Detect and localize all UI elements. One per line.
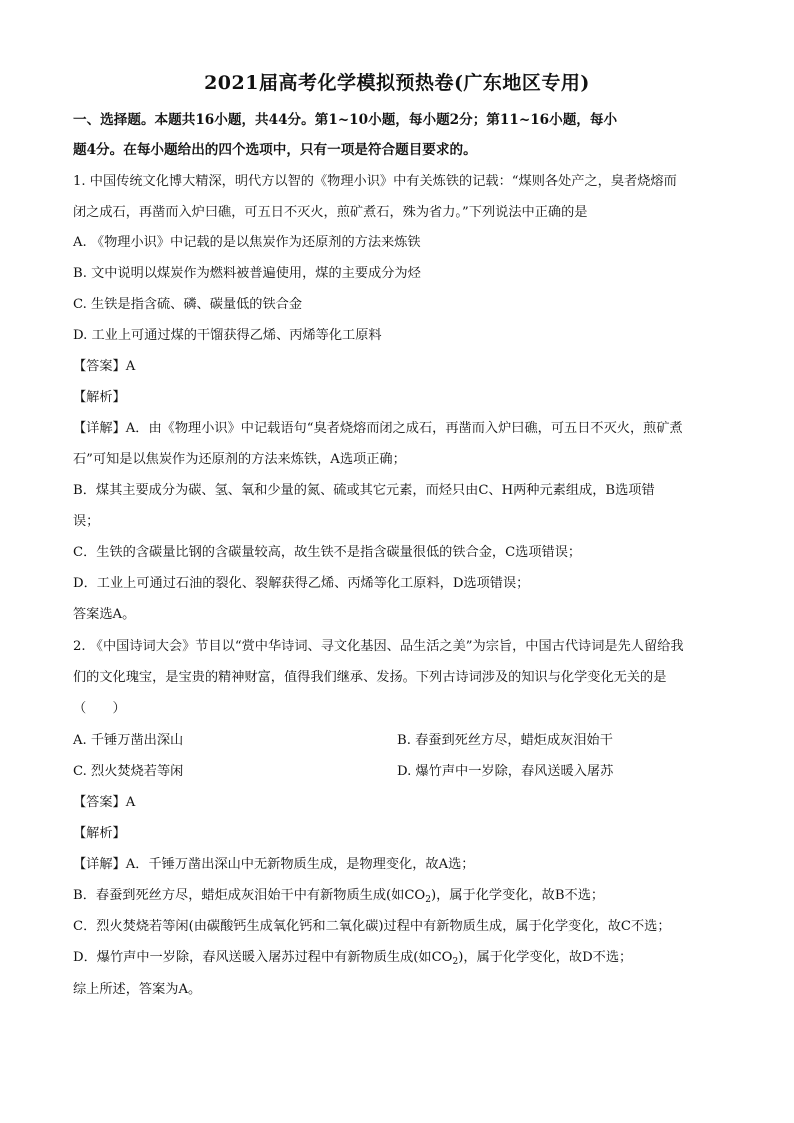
q2-detail-line4-post: )，属于化学变化，故D不选； <box>458 950 633 965</box>
q2-option-b: B. 春蚕到死丝方尽，蜡炬成灰泪始干 <box>397 733 613 748</box>
q2-detail-line2 <box>73 886 733 910</box>
q2-stem-line1: 2. 《中国诗词大会》节目以“赏中华诗词、寻文化基因、品生活之美”为宗旨，中国古代诗词是先人留给我 <box>73 639 684 654</box>
q1-detail-line6: D．工业上可通过石油的裂化、裂解获得乙烯、丙烯等化工原料，D选项错误； <box>73 576 530 591</box>
q2-option-d: D. 爆竹声中一岁除，春风送暖入屠苏 <box>397 764 614 779</box>
q2-detail-line4-pre: D．爆竹声中一岁除，春风送暖入屠苏过程中有新物质生成(如CO <box>73 950 453 965</box>
q1-stem-line1: 1. 中国传统文化博大精深，明代方以智的《物理小识》中有关炼铁的记载：“煤则各处产之，臭者烧熔而 <box>73 174 677 189</box>
q2-detail-line2-post: )，属于化学变化，故B不选； <box>430 888 605 903</box>
q2-stem-line3: （ ） <box>73 701 126 716</box>
q2-stem-line2: 们的文化瑰宝，是宝贵的精神财富，值得我们继承、发扬。下列古诗词涉及的知识与化学变化无关的是 <box>73 670 667 685</box>
q1-option-a: A. 《物理小识》中记载的是以焦炭作为还原剂的方法来炼铁 <box>73 235 421 250</box>
q2-detail-line1: 【详解】A．千锤万凿出深山中无新物质生成，是物理变化，故A选； <box>73 857 475 872</box>
q1-analysis-heading: 【解析】 <box>73 390 126 405</box>
q1-detail-line2: 石”可知是以焦炭作为还原剂的方法来炼铁，A选项正确； <box>73 452 406 467</box>
q1-stem-line2: 闭之成石，再凿而入炉曰礁，可五日不灭火，煎矿煮石，殊为省力。”下列说法中正确的是 <box>73 205 588 220</box>
document-title: 2021届高考化学模拟预热卷(广东地区专用) <box>204 72 590 94</box>
section-header-line1: 一、选择题。本题共16小题，共44分。第1~10小题，每小题2分；第11~16小题，每小 <box>73 112 618 128</box>
q2-detail-line2-pre: B．春蚕到死丝方尽，蜡炬成灰泪始干中有新物质生成(如CO <box>73 888 426 903</box>
q2-option-a: A. 千锤万凿出深山 <box>73 733 184 748</box>
q2-detail-line3: C．烈火焚烧若等闲(由碳酸钙生成氧化钙和二氧化碳)过程中有新物质生成，属于化学变化，故C不选； <box>73 919 671 934</box>
q1-option-d: D. 工业上可通过煤的干馏获得乙烯、丙烯等化工原料 <box>73 328 382 343</box>
q2-detail-line4 <box>73 948 733 972</box>
q2-analysis-heading: 【解析】 <box>73 826 126 841</box>
q1-answer: 【答案】A <box>73 359 136 374</box>
q2-detail-line4-subscript: 2 <box>452 957 459 967</box>
q2-answer: 【答案】A <box>73 795 136 810</box>
q2-conclusion: 综上所述，答案为A。 <box>73 982 202 997</box>
section-header-line2: 题4分。在每小题给出的四个选项中，只有一项是符合题目要求的。 <box>73 142 477 158</box>
q1-detail-line5: C．生铁的含碳量比钢的含碳量较高，故生铁不是指含碳量很低的铁合金，C选项错误； <box>73 545 582 560</box>
q2-option-c: C. 烈火焚烧若等闲 <box>73 764 184 779</box>
q1-conclusion: 答案选A。 <box>73 607 136 622</box>
q1-option-c: C. 生铁是指含硫、磷、碳量低的铁合金 <box>73 297 303 312</box>
q2-detail-line2-subscript: 2 <box>425 895 431 905</box>
q1-option-b: B. 文中说明以煤炭作为燃料被普遍使用，煤的主要成分为烃 <box>73 266 421 281</box>
q1-detail-line1: 【详解】A．由《物理小识》中记载语句“臭者烧熔而闭之成石，再凿而入炉曰礁，可五日不灭火，煎矿煮 <box>73 421 683 436</box>
q1-detail-line3: B．煤其主要成分为碳、氢、氧和少量的氮、硫或其它元素，而烃只由C、H两种元素组成，B选项错 <box>73 483 655 498</box>
q1-detail-line4: 误； <box>73 514 100 529</box>
